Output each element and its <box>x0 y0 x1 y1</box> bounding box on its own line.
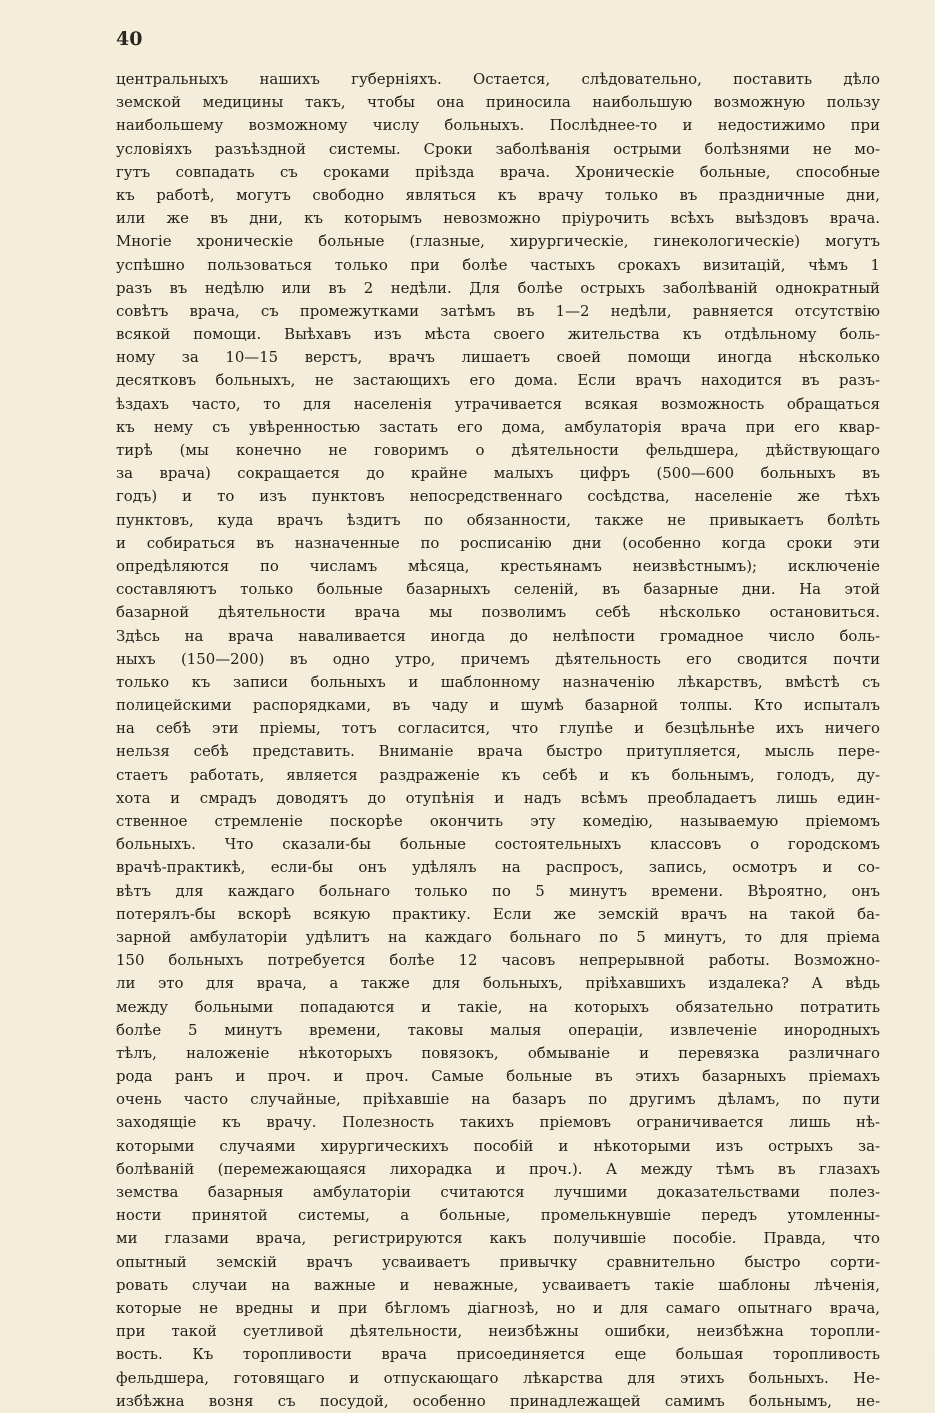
text-line: пунктовъ, куда врачъ ѣздитъ по обязанности, также не привыкаетъ болѣть <box>116 510 880 529</box>
text-line: опытный земскій врачъ усваиваетъ привычку сравнительно быстро сорти- <box>116 1252 880 1271</box>
text-line: земской медицины такъ, чтобы она приносила наибольшую возможную пользу <box>116 93 880 112</box>
text-line: ѣздахъ часто, то для населенія утрачивается всякая возможность обращаться <box>116 394 880 413</box>
text-line: хота и смрадъ доводятъ до отупѣнія и надъ всѣмъ преобладаетъ лишь един- <box>116 788 880 807</box>
text-line: ному за 10—15 верстъ, врачъ лишаетъ своей помощи иногда нѣсколько <box>116 348 880 367</box>
text-line: зарной амбулаторіи удѣлитъ на каждаго больнаго по 5 минутъ, то для пріема <box>116 927 880 946</box>
text-line: врачѣ-практикѣ, если-бы онъ удѣлялъ на распросъ, запись, осмотръ и со- <box>116 858 880 877</box>
text-line: заходящіе къ врачу. Полезность такихъ пріемовъ ограничивается лишь нѣ- <box>116 1113 880 1132</box>
text-line: земства базарныя амбулаторіи считаются лучшими доказательствами полез- <box>116 1183 880 1201</box>
text-line: при такой суетливой дѣятельности, неизбѣжны ошибки, неизбѣжна торопли- <box>116 1322 880 1341</box>
text-line: нельзя себѣ представить. Вниманіе врача быстро притупляется, мысль пере- <box>116 742 880 761</box>
text-line: которыми случаями хирургическихъ пособій и нѣкоторыми изъ острыхъ за- <box>116 1136 880 1155</box>
text-line: только къ записи больныхъ и шаблонному назначенію лѣкарствъ, вмѣстѣ съ <box>116 672 880 691</box>
text-line: фельдшера, готовящаго и отпускающаго лѣкарства для этихъ больныхъ. Не- <box>116 1368 880 1387</box>
text-line: центральныхъ нашихъ губерніяхъ. Остается, слѣдовательно, поставить дѣло <box>116 70 880 88</box>
text-line: Здѣсь на врача наваливается иногда до нелѣпости громадное число боль- <box>116 626 880 645</box>
text-line: къ работѣ, могутъ свободно являться къ врачу только въ праздничные дни, <box>116 185 880 204</box>
text-line: за врача) сокращается до крайне малыхъ цифръ (500—600 больныхъ въ <box>116 464 880 483</box>
text-line: очень часто случайные, пріѣхавшіе на базаръ по другимъ дѣламъ, по пути <box>116 1090 880 1109</box>
text-line: составляютъ только больные базарныхъ селеній, въ базарные дни. На этой <box>116 580 880 599</box>
text-line: тирѣ (мы конечно не говоримъ о дѣятельности фельдшера, дѣйствующаго <box>116 441 880 459</box>
text-line: болѣваній (перемежающаяся лихорадка и проч.). А между тѣмъ въ глазахъ <box>116 1159 880 1178</box>
text-line: которые не вредны и при бѣгломъ діагнозѣ, но и для самаго опытнаго врача, <box>116 1298 880 1317</box>
text-line: опредѣляются по числамъ мѣсяца, крестьянамъ неизвѣстнымъ); исключеніе <box>116 556 880 575</box>
text-line: ми глазами врача, регистрируются какъ получившіе пособіе. Правда, что <box>116 1229 880 1248</box>
text-line: ли это для врача, а также для больныхъ, пріѣхавшихъ издалека? А вѣдь <box>116 974 880 993</box>
text-line: и собираться въ назначенные по росписанію дни (особенно когда сроки эти <box>116 533 880 552</box>
page-number: 40 <box>116 28 143 50</box>
text-line: наибольшему возможному числу больныхъ. Послѣднее-то и недостижимо при <box>116 116 880 135</box>
text-line: потерялъ-бы вскорѣ всякую практику. Если же земскій врачъ на такой ба- <box>116 904 880 923</box>
text-line: болѣе 5 минутъ времени, таковы малыя операціи, извлеченіе инородныхъ <box>116 1020 880 1039</box>
text-line: рода ранъ и проч. и проч. Самые больные въ этихъ базарныхъ пріемахъ <box>116 1067 880 1086</box>
text-line: всякой помощи. Выѣхавъ изъ мѣста своего жительства къ отдѣльному боль- <box>116 325 880 344</box>
text-line: 150 больныхъ потребуется болѣе 12 часовъ непрерывной работы. Возможно- <box>116 951 880 970</box>
text-line: условіяхъ разъѣздной системы. Сроки заболѣванія острыми болѣзнями не мо- <box>116 139 880 158</box>
body-text <box>116 68 880 1413</box>
text-line: ности принятой системы, а больные, промелькнувшіе передъ утомленны- <box>116 1206 880 1225</box>
text-line: къ нему съ увѣренностью застать его дома, амбулаторія врача при его квар- <box>116 417 880 436</box>
text-line: ственное стремленіе поскорѣе окончить эту комедію, называемую пріемомъ <box>116 812 880 830</box>
text-line: Многіе хроническіе больные (глазные, хирургическіе, гинекологическіе) могутъ <box>116 232 880 251</box>
text-line: или же въ дни, къ которымъ невозможно пріурочить всѣхъ выѣздовъ врача. <box>116 209 880 228</box>
text-line: годъ) и то изъ пунктовъ непосредственнаго сосѣдства, населеніе же тѣхъ <box>116 487 880 506</box>
text-line: ныхъ (150—200) въ одно утро, причемъ дѣятельность его сводится почти <box>116 649 880 668</box>
text-line: тѣлъ, наложеніе нѣкоторыхъ повязокъ, обмываніе и перевязка различнаго <box>116 1043 880 1062</box>
text-line: разъ въ недѣлю или въ 2 недѣли. Для болѣе острыхъ заболѣваній однократный <box>116 278 880 297</box>
text-line: успѣшно пользоваться только при болѣе частыхъ срокахъ визитацій, чѣмъ 1 <box>116 255 880 274</box>
text-line: стаетъ работать, является раздраженіе къ себѣ и къ больнымъ, голодъ, ду- <box>116 765 880 784</box>
text-line: между больными попадаются и такіе, на которыхъ обязательно потратить <box>116 997 880 1016</box>
text-line: на себѣ эти пріемы, тотъ согласится, что глупѣе и безцѣльнѣе ихъ ничего <box>116 719 880 738</box>
text-line: избѣжна возня съ посудой, особенно принадлежащей самимъ больнымъ, не- <box>116 1391 880 1410</box>
text-line: ровать случаи на важные и неважные, усваиваетъ такіе шаблоны лѣченія, <box>116 1275 880 1294</box>
text-line: вость. Къ торопливости врача присоединяется еще большая торопливость <box>116 1345 880 1364</box>
text-line: вѣтъ для каждаго больнаго только по 5 минутъ времени. Вѣроятно, онъ <box>116 881 880 900</box>
text-line: полицейскими распорядками, въ чаду и шумѣ базарной толпы. Кто испыталъ <box>116 696 880 715</box>
text-line: совѣтъ врача, съ промежутками затѣмъ въ 1—2 недѣли, равняется отсутствію <box>116 301 880 320</box>
text-line: десятковъ больныхъ, не застающихъ его дома. Если врачъ находится въ разъ- <box>116 371 880 390</box>
text-line: больныхъ. Что сказали-бы больные состоятельныхъ классовъ о городскомъ <box>116 835 880 854</box>
text-line: базарной дѣятельности врача мы позволимъ себѣ нѣсколько остановиться. <box>116 603 880 622</box>
text-line: гутъ совпадать съ сроками пріѣзда врача. Хроническіе больные, способные <box>116 162 880 181</box>
